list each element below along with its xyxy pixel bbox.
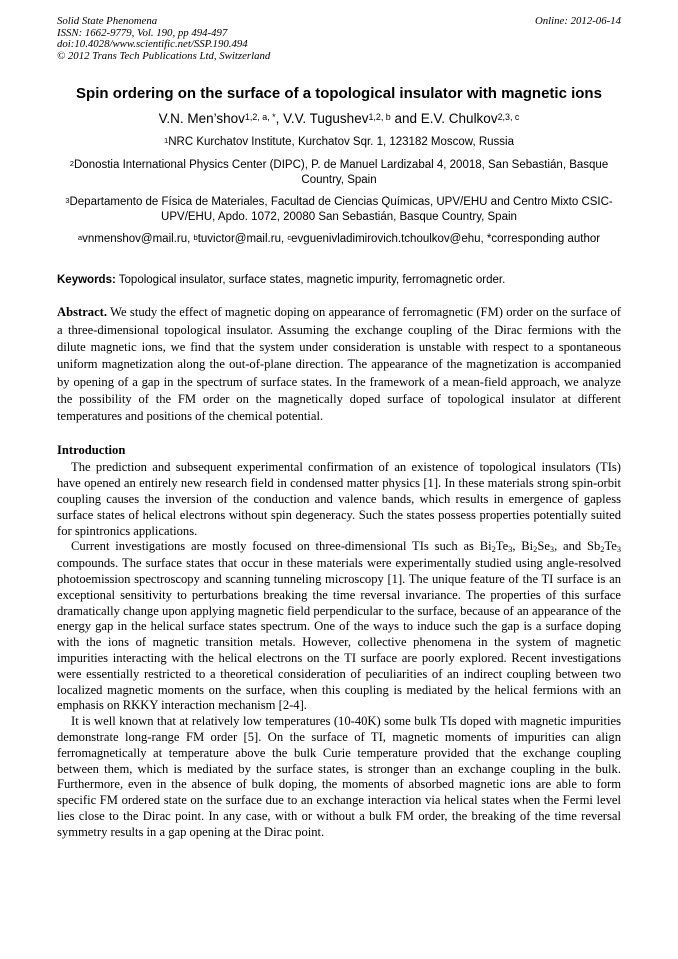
paper-title: Spin ordering on the surface of a topological insulator with magnetic ions (76, 85, 602, 103)
intro-paragraph-3: It is well known that at relatively low temperatures (10-40K) some bulk TIs doped with magnetic impurities demonstrate long-range FM order [5]. On the surface of TI, magnetic moments of impurities can align ferromagnetically at temperature above the bulk Curie temperature provided that the exchange coupling between them, which is mediated by the surface states, is stronger than an exchange coupling in the bulk. Furthermore, even in the absence of bulk doping, the moments of absorbed magnetic ions are able to form specific FM ordered state on the surface due to an exchange interaction via helical states when the Fermi level lies close to the Dirac point. In any case, with or without a bulk FM order, the breaking of the time reversal symmetry results in a gap opening at the Dirac point. (57, 714, 621, 839)
affiliation-1: $^1$NRC Kurchatov Institute, Kurchatov Sqr. 1, 123182 Moscow, Russia (163, 135, 515, 149)
journal-info-block (57, 16, 270, 62)
affiliation-2: $^2$Donostia International Physics Center (DIPC), P. de Manuel Lardizabal 4, 20018, San Sebastián, Basque Country, Spain (69, 158, 609, 187)
intro-paragraph-1: The prediction and subsequent experimental confirmation of an existence of topological insulators (TIs) have opened an entirely new research field in condensed matter physics [1]. In these materials strong spin-orbit coupling causes the inversion of the conduction and valence bands, which results in emergence of gapless surface states of helical electrons without spin degeneracy. Such the states possess properties potentially suited for spintronics applications. (57, 460, 621, 538)
issn-volume-line: ISSN: 1662-9779, Vol. 190, pp 494-497 (57, 26, 228, 39)
page-header (57, 16, 621, 62)
affiliation-3: $^3$Departamento de Física de Materiales, Facultad de Ciencias Químicas, UPV/EHU and Centro Mixto CSIC-UPV/EHU, Apdo. 1072, 20080 San Sebastián, Basque Country, Spain (65, 195, 613, 224)
copyright-line: © 2012 Trans Tech Publications Ltd, Switzerland (57, 49, 271, 62)
authors-line: V.N. Men’shov$^{1,2, a, *}$, V.V. Tugushev$^{1,2, b}$ and E.V. Chulkov$^{2,3, c}$ (158, 111, 520, 127)
keywords-text: Topological insulator, surface states, magnetic impurity, ferromagnetic order. (115, 274, 506, 287)
abstract-paragraph (57, 304, 621, 425)
doi-line: doi:10.4028/www.scientific.net/SSP.190.494 (57, 38, 248, 51)
keywords-line (57, 273, 621, 287)
online-date: Online: 2012-06-14 (534, 15, 621, 27)
intro-paragraph-2: Current investigations are mostly focused on three-dimensional TIs such as Bi2Te3, Bi2Se3, and Sb2Te3 compounds. The surface states that occur in these materials were experimentally studied using angle-resolved photoemission spectroscopy and scanning tunneling microscopy [1]. The unique feature of the TI surface is an exceptional sensitivity to perturbations breaking the time reversal invariance. The properties of this surface dramatically change upon applying magnetic field perpendicular to the surface, because of an appearance of the energy gap in the helical surface states spectrum. One of the ways to induce such the gap is a surface doping with the ions of magnetic transition metals. However, collective phenomena in the system of magnetic impurities interacting with the helical electrons on the TI surface are poorly explored. Recent investigations were essentially restricted to a theoretical consideration of peculiarities of an indirect coupling between two localized magnetic moments on the surface, when this coupling is mediated by the helical fermions with an emphasis on RKKY interaction mechanism [2-4]. (57, 539, 621, 713)
emails-line: $^a$vnmenshov@mail.ru, $^b$tuvictor@mail.ru, $^c$evguenivladimirovich.tchoulkov@ehu, *corresponding author (77, 232, 601, 246)
journal-name: Solid State Phenomena (57, 15, 158, 27)
abstract-label: Abstract. (57, 305, 108, 320)
keywords-label: Keywords: (57, 274, 116, 287)
section-heading-introduction: Introduction (57, 443, 126, 458)
abstract-text: We study the effect of magnetic doping on appearance of ferromagnetic (FM) order on the surface of a three-dimensional topological insulator. Assuming the exchange coupling of the Dirac fermions with the dilute magnetic ions, we find that the system under consideration is unstable with respect to a spontaneous uniform magnetization along the out-of-plane direction. The appearance of the magnetization is accompanied by opening of a gap in the spectrum of surface states. In the framework of a mean-field approach, we analyze the possibility of the FM order on the magnetically doped surface of topological insulator at different temperatures and positions of the chemical potential. (57, 305, 621, 424)
